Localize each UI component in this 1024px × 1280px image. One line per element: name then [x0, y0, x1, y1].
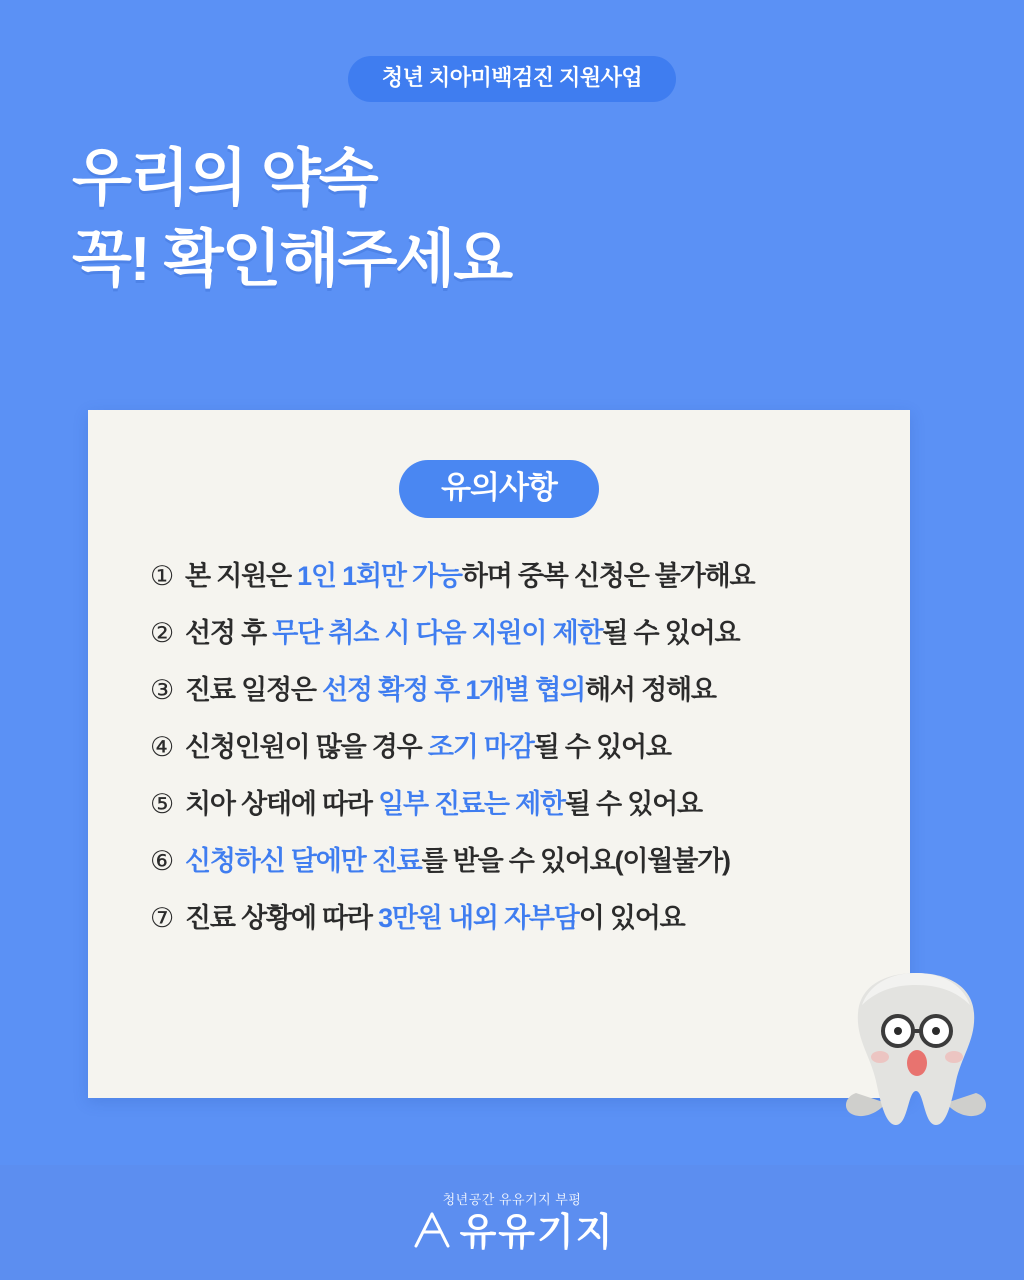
- program-badge: 청년 치아미백검진 지원사업: [348, 56, 676, 102]
- tooth-mascot-icon: [836, 965, 996, 1140]
- notice-number: ①: [150, 561, 174, 591]
- notice-plain: 를 받을 수 있어요(이월불가): [421, 846, 730, 876]
- notice-plain: 치아 상태에 따라: [185, 789, 379, 819]
- footer: [0, 1165, 1024, 1280]
- notice-badge-container: [88, 460, 910, 518]
- notice-item: [112, 548, 886, 605]
- notice-item: [112, 719, 886, 776]
- notice-plain: 진료 상황에 따라: [185, 903, 379, 933]
- notice-number: ⑦: [150, 903, 174, 933]
- notice-item: [112, 776, 886, 833]
- notice-plain: 하며 중복 신청은 불가해요: [461, 561, 755, 591]
- page-title: [72, 140, 511, 301]
- notice-highlight: 1인 1회만 가능: [297, 561, 462, 591]
- notice-card: [88, 410, 910, 1098]
- notice-number: ⑥: [150, 846, 174, 876]
- program-badge-container: [0, 56, 1024, 102]
- notice-badge: 유의사항: [399, 460, 599, 518]
- notice-number: ②: [150, 618, 174, 648]
- notice-plain: 본 지원은: [185, 561, 298, 591]
- notice-highlight: 일부 진료는 제한: [378, 789, 565, 819]
- notice-plain: 될 수 있어요: [602, 618, 740, 648]
- notice-list: [88, 548, 910, 947]
- headline-line-1: 우리의 약속: [72, 144, 377, 213]
- notice-text: [185, 734, 671, 761]
- notice-plain: 될 수 있어요: [564, 789, 702, 819]
- notice-text: [185, 563, 754, 590]
- notice-item: [112, 662, 886, 719]
- youth-space-logo-icon: [410, 1210, 454, 1257]
- notice-plain: 해서 정해요: [585, 675, 716, 705]
- notice-plain: 선정 후: [185, 618, 273, 648]
- notice-plain: 진료 일정은: [185, 675, 323, 705]
- notice-item: [112, 833, 886, 890]
- notice-text: [185, 848, 730, 875]
- footer-logo-text: 유유기지: [459, 1212, 615, 1254]
- notice-item: [112, 890, 886, 947]
- notice-plain: 될 수 있어요: [533, 732, 671, 762]
- notice-text: [185, 677, 716, 704]
- notice-highlight: 선정 확정 후 1개별 협의: [322, 675, 585, 705]
- footer-logo: [410, 1210, 615, 1257]
- notice-plain: 신청인원이 많을 경우: [185, 732, 428, 762]
- notice-number: ③: [150, 675, 174, 705]
- notice-text: [185, 620, 739, 647]
- notice-highlight: 3만원 내외 자부담: [378, 903, 579, 933]
- notice-number: ④: [150, 732, 174, 762]
- notice-number: ⑤: [150, 789, 174, 819]
- notice-highlight: 신청하신 달에만 진료: [185, 846, 422, 876]
- notice-plain: 이 있어요: [578, 903, 685, 933]
- notice-text: [185, 905, 685, 932]
- notice-highlight: 무단 취소 시 다음 지원이 제한: [272, 618, 603, 648]
- notice-text: [185, 791, 702, 818]
- notice-highlight: 조기 마감: [427, 732, 534, 762]
- headline-line-2: 꼭! 확인해주세요: [72, 224, 512, 294]
- footer-subtitle: 청년공간 유유기지 부평: [442, 1191, 582, 1207]
- notice-item: [112, 605, 886, 662]
